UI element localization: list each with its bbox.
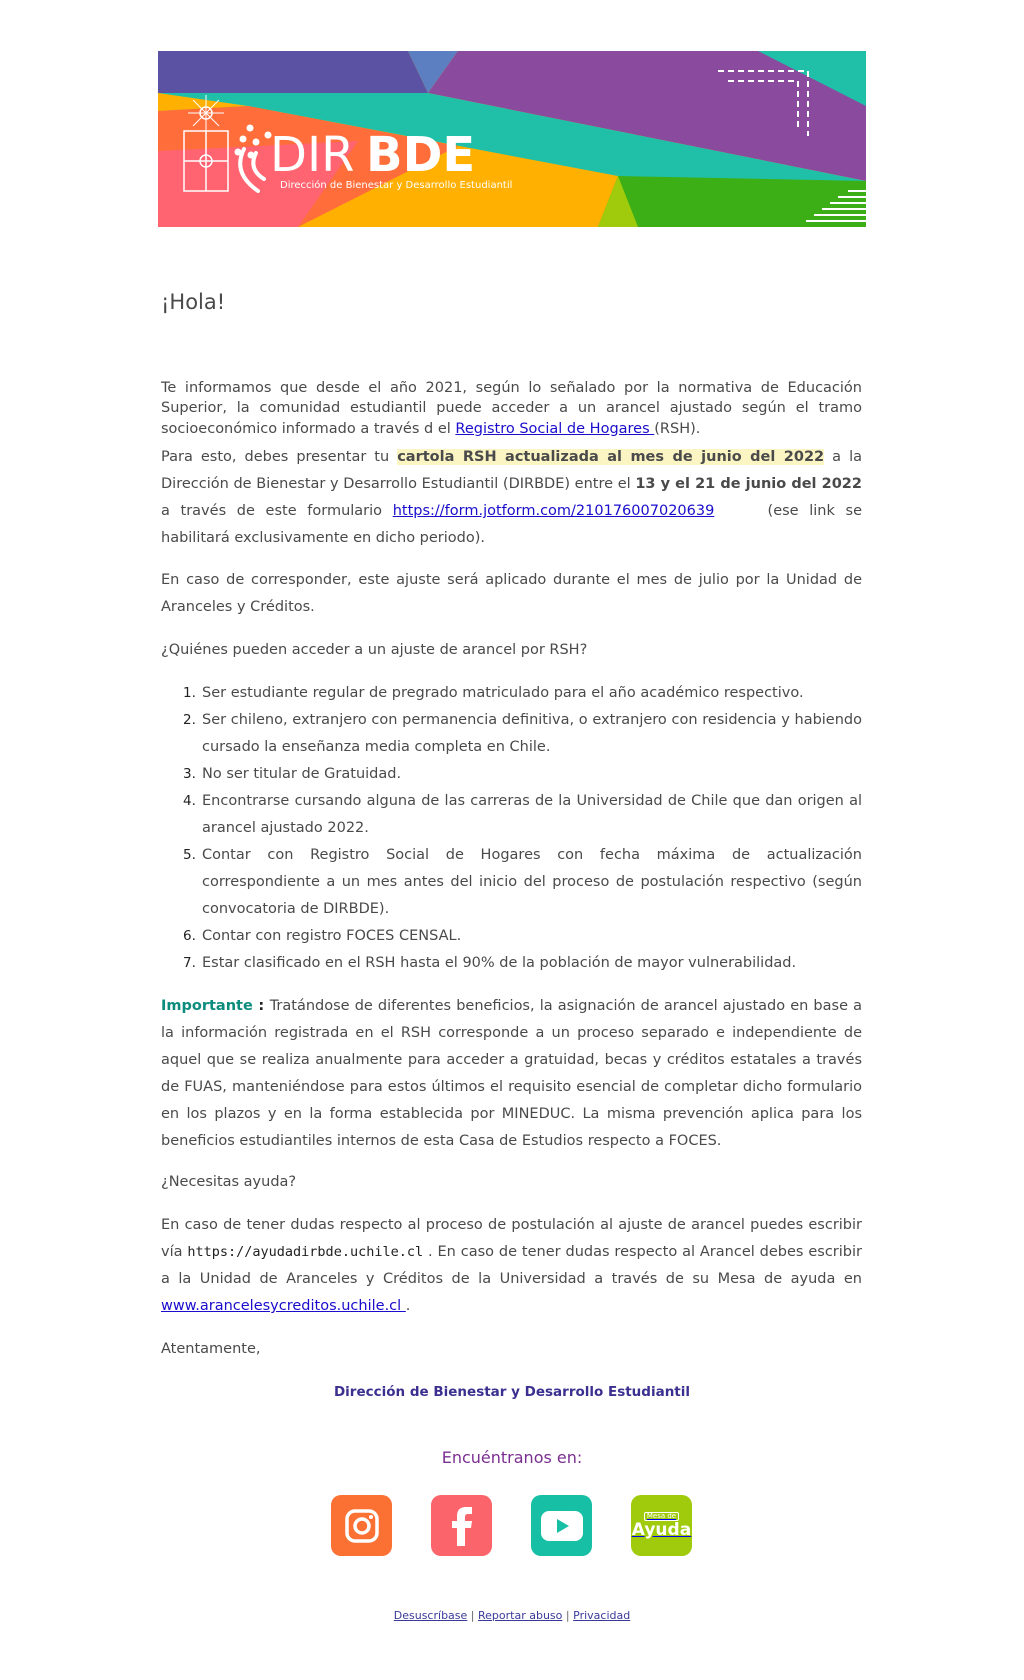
- item-text: Contar con registro FOCES CENSAL.: [202, 928, 462, 944]
- list-item: [161, 788, 862, 842]
- highlighted-requirement: cartola RSH actualizada al mes de junio del 2022: [397, 449, 825, 465]
- find-us-label: Encuéntranos en:: [441, 1448, 583, 1467]
- important-text: Tratándose de diferentes beneficios, la asignación de arancel ajustado en base a la información registrada en el RSH corresponde a un proceso separado e independiente de aquel que se realiza anualmente para acceder a gratuidad, becas y créditos estatales a través de FUAS, manteniéndose para estos últimos el requisito esencial de completar dicho formulario en los plazos y en la forma establecida por MINEDUC. La misma prevención aplica para los beneficios estudiantiles internos de esta Casa de Estudios respecto a FOCES.: [161, 998, 862, 1149]
- separator: |: [565, 1609, 570, 1622]
- dirbde-banner: [158, 51, 866, 227]
- intro-text: Te informamos que desde el año 2021, según lo señalado por la normativa de Educación Superior, la comunidad estudiantil puede acceder a un arancel ajustado según el tramo socioeconómico informado a través d el: [161, 379, 862, 437]
- facebook-icon: [444, 1506, 480, 1546]
- instructions-text: (ese link se habilitará exclusivamente en dicho periodo).: [161, 503, 867, 546]
- requirements-heading: ¿Quiénes pueden acceder a un ajuste de arancel por RSH?: [161, 642, 588, 658]
- facebook-button[interactable]: [431, 1495, 492, 1556]
- important-label: Importante: [161, 998, 253, 1014]
- item-number: 6.: [183, 928, 196, 944]
- item-text: No ser titular de Gratuidad.: [202, 766, 402, 782]
- item-text: Ser estudiante regular de pregrado matriculado para el año académico respectivo.: [202, 685, 804, 701]
- separator: |: [470, 1609, 475, 1622]
- mesa-de-ayuda-icon: [632, 1512, 691, 1539]
- instagram-button[interactable]: [331, 1495, 392, 1556]
- intro-text-end: (RSH).: [654, 420, 701, 437]
- application-dates: 13 y el 21 de junio del 2022: [635, 476, 862, 492]
- youtube-icon: [540, 1510, 584, 1542]
- item-number: 5.: [183, 847, 196, 863]
- banner-subtitle: Dirección de Bienestar y Desarrollo Estudiantil: [280, 180, 513, 191]
- help-text: En caso de tener dudas respecto al proceso de postulación al ajuste de arancel puedes escribir vía: [161, 1217, 862, 1260]
- jotform-link[interactable]: https://form.jotform.com/210176007020639: [392, 503, 715, 519]
- requirements-section: [161, 637, 862, 977]
- ayuda-label: Ayuda: [631, 1520, 692, 1540]
- logo-text-bde: BDE: [366, 127, 476, 183]
- requirements-list: [161, 680, 862, 977]
- important-paragraph: [161, 993, 862, 1155]
- closing: Atentamente,: [161, 1341, 261, 1357]
- footer-links: [0, 1609, 1024, 1622]
- item-text: Contar con Registro Social de Hogares con fecha máxima de actualización correspondiente a un mes antes del inicio del proceso de postulación respectivo (según convocatoria de DIRBDE).: [202, 847, 862, 917]
- item-number: 2.: [183, 712, 196, 728]
- item-number: 4.: [183, 793, 196, 809]
- list-item: [161, 923, 862, 950]
- instructions-text: a través de este formulario: [161, 503, 393, 519]
- help-text: . En caso de tener dudas respecto al Arancel debes escribir a la Unidad de Aranceles y Créditos de la Universidad a través de su Mesa de ayuda en: [161, 1244, 862, 1287]
- help-section: [161, 1169, 862, 1363]
- item-number: 3.: [183, 766, 196, 782]
- item-text: Ser chileno, extranjero con permanencia definitiva, o extranjero con residencia y habiendo cursado la enseñanza media completa en Chile.: [202, 712, 862, 755]
- report-abuse-link[interactable]: Reportar abuso: [478, 1609, 563, 1622]
- help-text: .: [405, 1298, 411, 1314]
- registro-social-link[interactable]: Registro Social de Hogares: [455, 420, 655, 437]
- youtube-button[interactable]: [531, 1495, 592, 1556]
- important-colon: :: [252, 998, 270, 1014]
- instructions-paragraph: [161, 444, 867, 552]
- item-number: 1.: [183, 685, 196, 701]
- logo-text-dir: DIR: [270, 127, 355, 183]
- list-item: [161, 842, 862, 923]
- item-text: Estar clasificado en el RSH hasta el 90% de la población de mayor vulnerabilidad.: [202, 955, 797, 971]
- intro-paragraph: [161, 378, 862, 440]
- application-text: En caso de corresponder, este ajuste será aplicado durante el mes de julio por la Unidad de Aranceles y Créditos.: [161, 572, 862, 615]
- privacy-link[interactable]: Privacidad: [573, 1609, 631, 1622]
- help-heading: ¿Necesitas ayuda?: [161, 1174, 297, 1190]
- banner-graphic: [158, 51, 866, 227]
- list-item: [161, 950, 862, 977]
- instagram-icon: [344, 1508, 380, 1544]
- aranceles-link[interactable]: www.arancelesycreditos.uchile.cl: [161, 1298, 406, 1314]
- instructions-text: a la Dirección de Bienestar y Desarrollo Estudiantil (DIRBDE) entre el: [161, 449, 862, 492]
- item-number: 7.: [183, 955, 196, 971]
- list-item: [161, 680, 862, 707]
- signature: Dirección de Bienestar y Desarrollo Estudiantil: [333, 1384, 691, 1400]
- application-paragraph: [161, 567, 862, 621]
- list-item: [161, 707, 862, 761]
- mesa-de-ayuda-button[interactable]: [631, 1495, 692, 1556]
- instructions-text: Para esto, debes presentar tu: [161, 449, 398, 465]
- item-text: Encontrarse cursando alguna de las carreras de la Universidad de Chile que dan origen al arancel ajustado 2022.: [202, 793, 862, 836]
- unsubscribe-link[interactable]: Desuscríbase: [393, 1609, 468, 1622]
- list-item: [161, 761, 862, 788]
- mesa-label: Mesa de: [644, 1512, 679, 1521]
- greeting: ¡Hola!: [161, 290, 226, 314]
- help-url[interactable]: https://ayudadirbde.uchile.cl: [187, 1244, 424, 1260]
